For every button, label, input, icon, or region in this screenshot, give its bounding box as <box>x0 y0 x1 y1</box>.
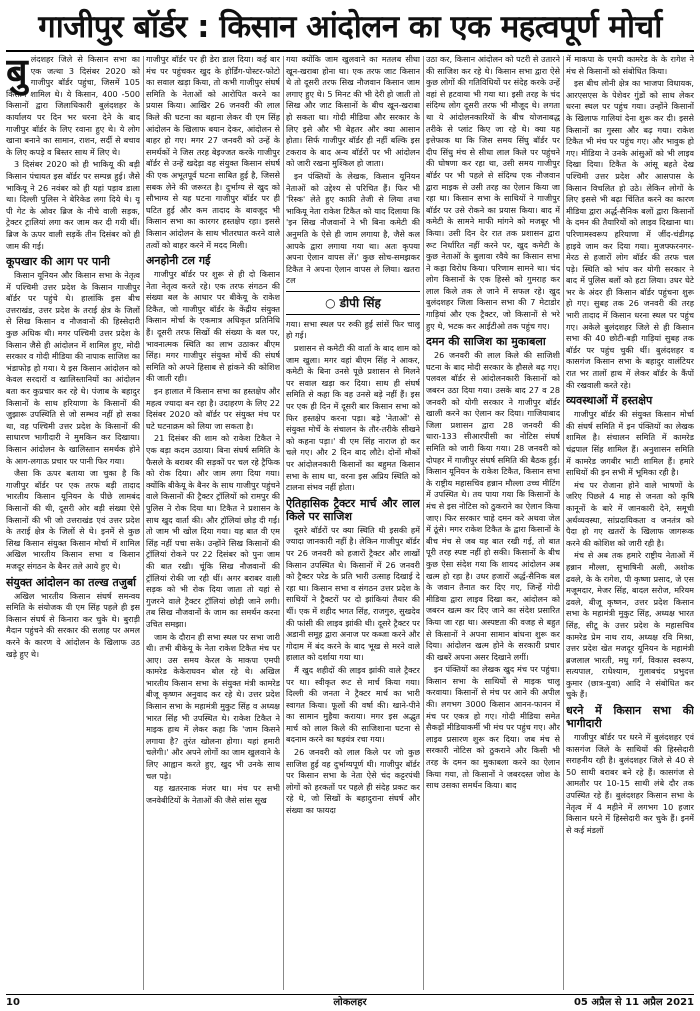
headline-rule <box>6 50 694 52</box>
paragraph: गाजीपुर बॉर्डर पर धरने में बुलंदशहर एवं कासगंज जिले के साथियों की हिस्सेदारी सराहनीय रही है। बुलंदशहर जिले से 40 से 50 साथी बराबर बने रहे हैं। कासगंज से आमतौर पर 10-15 साथी लंबे दौर तक उपस्थित रहे हैं। बुलंदशहर किसान सभा के नेतृत्व में 4 महीने में लगभग 10 हजार किसान धरने में हिस्सेदारी कर चुके हैं। इनमें से कई मंडलों <box>566 732 694 835</box>
subheading: धरने में किसान सभा की भागीदारी <box>566 704 694 731</box>
paragraph: 26 जनवरी को लाल किले पर जो कुछ साजिश हुई वह दुर्भाग्यपूर्ण थी। गाजीपुर बॉर्डर पर किसान सभा के नेता ऐसे चंद कट्टरपंथी लोगों को हरकतों पर पहले ही संदेह प्रकट कर रहे थे, जो सिखों के बहादुराना संघर्ष और संख्या का फायदा <box>286 747 420 816</box>
paragraph: इन हालात में किसान सभा का हस्तक्षेप और महत्व ज्यादा बन रहा है। उदाहरण के लिए 22 दिसंबर 2020 को बॉर्डर पर संयुक्त मंच पर घटे घटनाक्रम को लिया जा सकता है। <box>146 386 280 431</box>
paragraph: गया क्योंकि जाम खुलवाने का मतलब सीधा खून-खराबा होना था। एक तरफ जाट किसान थे तो दूसरी तरफ सिख नौजवान किसान जाम लगाए हुए थे। 5 मिनट की भी देरी हो जाती तो सिख और जाट किसानों के बीच खून-खराबा हो सकता था। गोदी मीडिया और सरकार के लिए इसे और भी बेहतर और क्या आसान होता। सिर्फ गाजीपुर बॉर्डर ही नहीं बल्कि इस टकराव के बाद अन्य बॉर्डरों पर भी आंदोलन को जारी रखना मुश्किल हो जाता। <box>286 54 420 169</box>
paragraph: यह खतरनाक मंजर था। मंच पर सभी जनवेबीटियों के नेताओं की जैसे सांस सूख <box>146 783 280 805</box>
paragraph: जैसा कि ऊपर बताया जा चुका है कि गाजीपुर बॉर्डर पर एक तरफ बड़ी तादाद भारतीय किसान यूनियन के पीछे लामबंद किसानों की थी, दूसरी ओर बड़ी संख्या ऐसे किसानों की भी जो उत्तराखंड एवं उत्तर प्रदेश के तराई क्षेत्र के जिलों से थे। इनमें से कुछ सिख किसान संयुक्त किसान मोर्चा में शामिल अखिल भारतीय किसान सभा व किसान मजदूर संगठन के बैनर तले आये हुए थे। <box>6 468 140 571</box>
column-divider <box>143 56 144 990</box>
paragraph: इन पंक्तियों का लेखक खुद मंच पर पहुंचा। किसान सभा के साथियों से माइक चालू करवाया। किसानों से मंच पर आने की अपील की। लगभग 3000 किसान आनन-फानन में मंच पर एकत्र हो गए। गोदी मीडिया समेत सैकड़ों मीडियाकर्मी भी मंच पर पहुंच गए। और लाइव प्रसारण शुरू कर दिया। जब मंच से सरकारी नोटिस को ठुकराने और किसी भी तरह के दमन का मुकाबला करने का ऐलान किया गया, तो किसानों ने जबरदस्त जोश के साथ उसका समर्थन किया। बाद <box>426 664 560 791</box>
paragraph: 21 दिसंबर की शाम को राकेश टिकैत ने एक बड़ा कदम उठाया। बिना संघर्ष समिति के फैसले के बराबर की सड़कों पर चल रहे ट्रैफिक को रोक दिया। और जाम लगा दिया गया। क्योंकि बीकेयू के बैनर के साथ गाजीपुर पहुंचने वाले किसानों की ट्रैक्टर ट्रॉलियों को रामपुर की पुलिस ने रोक दिया था। टिकैत ने प्रशासन के साथ खुद वार्ता की। और ट्रॉलियां छोड़ दी गई। तो जाम भी खोल दिया गया। यह बात वी एम सिंह नहीं पचा सके। उन्होंने सिख किसानों की ट्रॉलियां रोकने पर 22 दिसंबर को पुनः जाम की बात रखी। चूंकि सिख नौजवानों की ट्रॉलियां रोकी जा रही थीं। अगर बराबर वाली सड़क को भी रोक दिया जाता तो यहां से गुजरने वाले ट्रैक्टर ट्रॉलियां छोड़ी जाने लगी। तब सिख नौजवानों के जाम का समर्थन करना उचित समझा। <box>146 433 280 629</box>
paragraph: मंच पर रोजाना होने वाले भाषणों के जरिए पिछले 4 माह से जनता को कृषि कानूनों के बारे में जानकारी देने, समूची अर्थव्यवस्था, सांप्रदायिकता व जनतंत्र को पैदा हो गए खतरों के खिलाफ जागरूक करने की कोशिश को जारी रही है। <box>566 479 694 548</box>
paragraph: इस बीच लोनी क्षेत्र का भाजपा विधायक, आरएसएस के पेशेवर गुंडों को साथ लेकर धरना स्थल पर पहुंच गया। उन्होंने किसानों के खिलाफ गालियां देना शुरू कर दी। इससे किसानों का गुस्सा और बढ़ गया। राकेश टिकैत भी मंच पर पहुंच गए। और भावुक हो गए। मीडिया ने उनके आंसुओं को भी लाइव दिखा दिया। टिकैत के आंसू बहते देख पश्चिमी उत्तर प्रदेश और आसपास के किसान विचलित हो उठे। लेकिन लोगों के लिए इससे भी बढ़ा चिंतित करने का कारण मीडिया द्वारा अर्द्ध-सैनिक बलों द्वारा किसानों के दमन की तैयारियों को लाइव दिखाना था। परिणामस्वरूप हरियाणा में जींद-चंडीगढ़ हाइवे जाम कर दिया गया। मुजफ्फरनगर-मेरठ से हजारों लोग बॉर्डर की तरफ चल पड़े। स्थिति को भांप कर योगी सरकार ने बाद में पुलिस बलों को हटा लिया। उधर घेटे भर के अंदर ही किसान बॉर्डर पहुंचना शुरू हो गए। सुबह तक 26 जनवरी की तरह भारी तादाद में किसान धरना स्थल पर पहुंच गए। अकेले बुलंदशहर जिले से ही किसान सभा की 40 छोटी-बड़ी गाड़ियां सुबह तक बॉर्डर पर पहुंच चुकी थीं। बुलंदशहर व कासगंज किसान सभा के बहादुर वालंटियर रात भर तालों हाथ में लेकर बॉर्डर के कैंपों की रखवाली करते रहे। <box>566 78 694 390</box>
column-3 <box>286 54 420 992</box>
page-number: 10 <box>6 997 20 1008</box>
paragraph: जाम के दौरान ही सभा स्थल पर सभा जारी थी। तभी बीकेयू के नेता राकेश टिकैत मंच पर आए। उस समय केरल के माकपा एमपी कामरेड केकेराघवन बोल रहे थे। अखिल भारतीय किसान सभा के संयुक्त मंत्री कामरेड बीजू कृष्णन अनुवाद कर रहे थे। उत्तर प्रदेश किसान सभा के महामंत्री मुकुट सिंह व अध्यक्ष भारत सिंह भी उपस्थित थे। राकेश टिकैत ने माइक हाथ में लेकर कहा कि 'जाम किसने लगाया है? तुरंत खोलना होगा। यहां हमारी चलेगी।' और अपने लोगों का जाम खुलवाने के लिए आह्वान करते हुए, खुद भी उनके साथ चल पड़े। <box>146 631 280 781</box>
subheading: संयुक्त आंदोलन का तल्ख तजुर्बा <box>6 575 137 589</box>
paragraph: उठा कर, किसान आंदोलन को पटरी से उतारने की साजिश कर रहे थे। किसान सभा द्वारा ऐसे कुछ लोगों की गतिविधियों पर संदेह करके उन्हें वहां से हटवाया भी गया था। इसी तरह के चंद संदिग्ध लोग दूसरी तरफ भी मौजूद थे। लगता था ये आंदोलनकारियों के बीच योजनाबद्ध तरीके से प्लांट किए जा रहे थे। क्या यह इत्तेफाक था कि जिस समय सिंघु बॉर्डर पर दीप सिंधु मंच से सीधा लाल किले पर पहुंचने की घोषणा कर रहा था, उसी समय गाजीपुर बॉर्डर पर भी पहले से संदिग्ध एक नौजवान द्वारा माइक से उसी तरह का ऐलान किया जा रहा था। किसान सभा के साथियों ने गाजीपुर बॉर्डर पर उसे रोकने का प्रयास किया। बाद में कमेटी के सामने माफी मांगने को मजबूर भी किया। उसी दिन देर रात तक प्रशासन द्वारा रूट निर्धारित नहीं करने पर, खुद कमेटी के कुछ नेताओं के बुलावा रवैये का किसान सभा ने कड़ा विरोध किया। परिणाम सामने था। चंद लोग किसानों के एक हिस्से को गुमराह कर लाल किले तक ले जाने में सफल रहे। खुद बुलंदशहर जिला किसान सभा की 7 मेटाडोर गाड़ियां और एक ट्रैक्टर, जो किसानों से भरे हुए थे, भटक कर आईटीओ तक पहुंच गए। <box>426 54 560 331</box>
intro-paragraph: बुलंदशहर जिले से किसान सभा का एक जत्था 3 दिसंबर 2020 को गाजीपुर बॉर्डर पहुंचा, जिसमें 105 किसान शामिल थे। ये किसान, 400 -500 किसानों द्वारा जिलाधिकारी बुलंदशहर के कार्यालय पर दिन भर धरना देने के बाद गाजीपुर बॉर्डर के लिए रवाना हुए थे। ये लोग खाना बनाने का सामान, राशन, सर्दी से बचाव के लिए कपड़े व बिस्तर साथ में लिए थे। <box>6 54 140 157</box>
paragraph: गाजीपुर बॉर्डर पर शुरू से ही दो किसान नेता नेतृत्व करते रहे। एक तरफ संगठन की संख्या बल के आधार पर बीकेयू के राकेश टिकैत, जो गाजीपुर बॉर्डर के केंद्रीय संयुक्त किसान मोर्चा के एकमात्र अधिकृत प्रतिनिधि हैं। दूसरी तरफ सिखों की संख्या के बल पर, भावनात्मक स्थिति का लाभ उठाकर बीएम सिंह। मगर गाजीपुर संयुक्त मोर्चे की संघर्ष समिति को अपने हिसाब से हांकने की कोशिश की जाती रही। <box>146 269 280 384</box>
column-4 <box>426 54 560 992</box>
subheading: ऐतिहासिक ट्रैक्टर मार्च और लाल किले पर साजिश <box>286 496 420 523</box>
paragraph: दूसरे बॉर्डरों पर क्या स्थिति थी इसकी हमें ज्यादा जानकारी नहीं है। लेकिन गाजीपुर बॉर्डर पर 26 जनवरी को हजारों ट्रैक्टर और लाखों किसान उपस्थित थे। किसानों में 26 जनवरी को ट्रैक्टर परेड के प्रति भारी उत्साह दिखाई दे रहा था। किसान सभा व संगठन उत्तर प्रदेश के साथियों ने ट्रैक्टरों पर दो झांकियां तैयार की थीं। एक में शहीद भगत सिंह, राजगुरु, सुखदेव की फांसी की लाइव झांकी थी। दूसरे ट्रैक्टर पर अडानी समूह द्वारा अनाज पर कब्जा करने और गोदाम में बंद करने के बाद भूख से मरने वाले हालात को दर्शाया गया था। <box>286 524 420 663</box>
paragraph: मैं खुद शहीदों की लाइव झांकी वाले ट्रैक्टर पर था। स्वीकृत रूट से मार्च किया गया। दिल्ली की जनता ने ट्रैक्टर मार्च का भारी स्वागत किया। फूलों की वर्षा की। खाने-पीने का सामान मुहैया कराया। मगर इस अद्भुत मार्च को लाल किले की साजिशाना घटना से बदनाम करने का षड़यंत्र रचा गया। <box>286 664 420 745</box>
column-2 <box>146 54 280 992</box>
paragraph: 3 दिसंबर 2020 को ही भाकियू की बड़ी किसान पंचायत इस बॉर्डर पर सम्पन्न हुई। जैसे भाकियू ने 26 नवंबर को ही यहां पड़ाव डाला था। दिल्ली पुलिस ने बेरिकेड लगा दिये थे। यू पी गेट के ओवर ब्रिज के नीचे वाली सड़क, ट्रेक्टर ट्रालियां लगा कर जाम कर दी गयी थीं। ब्रिज के ऊपर वाली सड़कें तीन दिसंबर को ही जाम की गई। <box>6 159 140 251</box>
paragraph: गाजीपुर बॉर्डर की संयुक्त किसान मोर्चा की संघर्ष समिति में इन पंक्तियों का लेखक शामिल है। संचालन समिति में कामरेड चंद्रपाल सिंह शामिल हैं। अनुशासन समिति में कामरेड जगबीर भाटी शामिल हैं। हमारे साथियों की इन सभी में भूमिका रही है। <box>566 409 694 478</box>
headline: गाजीपुर बॉर्डर : किसान आंदोलन का एक महत्वपूर्ण मोर्चा <box>38 9 662 45</box>
paragraph: मंच से अब तक हमारे राष्ट्रीय नेताओं में हन्नान मौल्ला, सुभाषिनी अली, अशोक ढवले, के के रागेश, पी कृष्णा प्रसाद, जे एस मजूमदार, मेजर सिंह, बादल सरोज, मरियम ढवले, बीजू कृष्णन, उत्तर प्रदेश किसान सभा के महामंत्री मुकुट सिंह, अध्यक्ष भारत सिंह, सीटू के उत्तर प्रदेश के महासचिव कामरेड प्रेम नाथ राय, अध्यक्ष रवि मिश्रा, उत्तर प्रदेश खेत मजदूर यूनियन के महामंत्री ब्रजलाल भारती, मधु गर्ग, विकास स्वरूप, सत्यपाल, राधेश्याम, गुलाबचंद प्रभुदत्त कुमार (छात्र-युवा) आदि ने संबोधित कर चुके हैं। <box>566 550 694 700</box>
column-divider <box>563 56 564 990</box>
paragraph: गाजीपुर बॉर्डर पर ही डेरा डाल दिया। कई बार मंच पर पहुंचकर खुद के होर्डिंग-पोस्टर-फोटो का सवाल खड़ा किया, तो कभी गाजीपुर संघर्ष समिति के नेताओं को आरोपित करने का प्रयास किया। आखिर 26 जनवरी की लाल किले की घटना का बहाना लेकर वी एम सिंह आंदोलन के खिलाफ बयान देकर, आंदोलन से बाहर हो गए। मगर 27 जनवरी को उन्हें के समर्थकों ने जिस तरह बेइज्जत करके गाजीपुर बॉर्डर से उन्हें खदेड़ा वह संयुक्त किसान संघर्ष की एक अभूतपूर्व घटना साबित हुई है, जिससे सबक लेने की जरूरत है। दुर्भाग्य से खुद को सौभाग्य से यह घटना गाजीपुर बॉर्डर पर ही घटित हुई और कम तादाद के बावजूद भी किसान सभा का कारगर हस्तक्षेप रहा। इससे किसान आंदोलन के साथ भीतरघात करने वाले तत्वों को बाहर करने में मदद मिली। <box>146 54 280 250</box>
column-divider <box>423 56 424 990</box>
subheading: दमन की साजिश का मुकाबला <box>426 335 546 349</box>
paragraph: प्रशासन से कमेटी की वार्ता के बाद शाम को जाम खुला। मगर वहां बीएम सिंह ने आकर, कमेटी के बिना उनसे पूछे प्रशासन से मिलने पर सवाल खड़ा कर दिया। साथ ही संघर्ष समिति से कहा कि वह उनसे बड़े नहीं हैं। इस पर एक ही दिन में दूसरी बार किसान सभा को फिर हस्तक्षेप करना पड़ा। बड़े 'नेताओं' से संयुक्त मोर्चे के संचालन के तौर-तरीके सीखने को कहना पड़ा।' वी एम सिंह नाराज हो कर चले गए। और 2 दिन बाद लौटे। दोनों मौकों पर आंदोलनकारी किसानों का बहुमत किसान सभा के साथ था, वरना इस अप्रिय स्थिति को टालना संभव नहीं होता। <box>286 343 420 493</box>
footer-rule <box>6 994 694 995</box>
paragraph: गया। सभा स्थल पर रुकी हुई सांसें फिर चालू हो गई। <box>286 318 420 341</box>
paragraph: अखिल भारतीय किसान संघर्ष समन्वय समिति के संयोजक वी एम सिंह पहले ही इस किसान संघर्ष से किनारा कर चुके थे। बुराड़ी मैदान पहुंचने की सरकार की सलाह पर अमल करने के कारण वे आंदोलन के खिलाफ उठ खड़े हुए थे। <box>6 590 140 659</box>
byline-marker: ○ <box>325 295 336 310</box>
column-5 <box>566 54 694 992</box>
publication-name: लोकलहर <box>333 997 367 1008</box>
subheading: व्यवस्थाओं में हस्तक्षेप <box>566 394 653 408</box>
drop-cap: बु <box>6 54 28 94</box>
byline: ○ डीपी सिंह <box>286 291 420 315</box>
subheading: कूपखार की आग पर पानी <box>6 255 110 269</box>
paragraph: 26 जनवरी की लाल किले की साजिशी घटना के बाद मोदी सरकार के हौसले बढ़ गए। पलवल बॉर्डर से आंदोलनकारी किसानों को जबरन उठा दिया गया। उसके बाद 27 व 28 जनवरी को योगी सरकार ने गाजीपुर बॉर्डर खाली करने का ऐलान कर दिया। गाजियाबाद जिला प्रशासन द्वारा 28 जनवरी की धारा-133 सीआरपीसी का नोटिस संघर्ष समिति को जारी किया गया। 28 जनवरी को दोपहर में गाजीपुर संघर्ष समिति की बैठक हुई। किसान यूनियन के राकेश टिकैत, किसान सभा के राष्ट्रीय महासचिव हन्नान मौल्ला उच्च मीटिंग में उपस्थित थे। तय पाया गया कि किसानों के मंच से इस नोटिस को ठुकराने का ऐलान किया जाए। फिर सरकार चाहे दमन करे अथवा जेल में ठूंसे। मगर राकेश टिकैत के द्वारा किसानों के बीच मंच से जब यह बात रखी गई, तो बात पूरी तरह स्पष्ट नहीं हो सकी। किसानों के बीच कुछ ऐसा संदेश गया कि शायद आंदोलन अब खत्म हो रहा है। उधर हजारों अर्द्ध-सैनिक बल के जवान तैनात कर दिए गए, जिन्हें गोदी मीडिया द्वारा लाइव दिखा कर, आंदोलन को जबरन खत्म कर दिए जाने का संदेश प्रसारित किया जा रहा था। अस्पष्टता की वजह से बहुत से किसानों ने अपना सामान बांधना शुरू कर दिया। आंदोलन खत्म होने के सरकारी प्रचार की खबरें अपना असर दिखाने लगीं। <box>426 350 560 662</box>
column-1 <box>6 54 140 992</box>
subheading: अनहोनी टल गई <box>146 254 211 268</box>
column-divider <box>283 56 284 990</box>
paragraph: किसान यूनियन और किसान सभा के नेतृत्व में पश्चिमी उत्तर प्रदेश के किसान गाजीपुर बॉर्डर पर पहुंचे थे। हालांकि इस बीच उत्तराखंड, उत्तर प्रदेश के तराई क्षेत्र के जिलों से सिख किसान व नौजवानों की हिस्सेदारी कुछ अधिक थी। मगर पश्चिमी उत्तर प्रदेश के किसान जैसे ही आंदोलन में शामिल हुए, मोदी सरकार व गोदी मीडिया की नापाक साजिश का भंडाफोड़ हो गया। ये इस किसान आंदोलन को केवल सरदारों व खालिस्तानियों का आंदोलन बता कर कुप्रचार कर रहे थे। पंजाब के बहादुर किसानों के साथ हरियाणा के किसानों की जुझारू उपस्थिति से जो सम्भव नहीं हो सका था, वह पश्चिमी उत्तर प्रदेश के किसानों की साधारण भागीदारी ने मुमकिन कर दिखाया। किसान आंदोलन के खालिस्तान समर्थक होने के आग-लगाऊ प्रचार पर पानी फिर गया। <box>6 270 140 466</box>
issue-date: 05 अप्रैल से 11 अप्रैल 2021 <box>573 997 694 1008</box>
paragraph: में माकपा के एमपी कामरेड के के रागेश ने मंच से किसानों को संबोधित किया। <box>566 54 694 76</box>
paragraph: इन पंक्तियों के लेखक, किसान यूनियन नेताओं को उद्देश्य से परिचित हैं। फिर भी 'रिस्क' लेते हुए काफ़ी तेजी से लिया तथा भाकियू नेता राकेश टिकैत को याद दिलाया कि 'इन सिख नौजवानों ने भी बिना कमेटी की अनुमति के ऐसे ही जाम लगाया है, जैसे कल आपके द्वारा लगाया गया था। अतः कृपया अपना ऐलान वापस लें।' कुछ सोच-समझकर टिकैत ने अपना ऐलान वापस ले लिया। खतरा टल <box>286 170 420 286</box>
